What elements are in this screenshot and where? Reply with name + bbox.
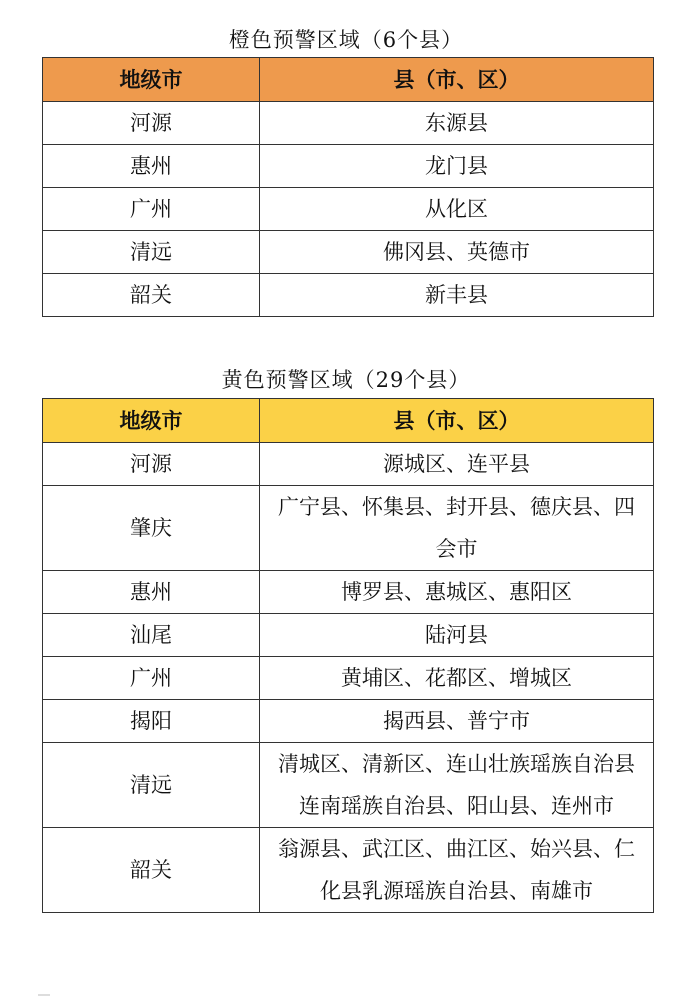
counties-cell: 广宁县、怀集县、封开县、德庆县、四会市 (260, 486, 654, 571)
table-header-row (43, 58, 654, 102)
table-row (43, 188, 654, 231)
table-header-row (43, 399, 654, 443)
orange-section-title: 橙色预警区域（6个县） (228, 28, 464, 52)
city-cell: 惠州 (43, 145, 260, 188)
counties-cell: 黄埔区、花都区、增城区 (260, 657, 654, 700)
header-counties: 县（市、区） (260, 399, 654, 443)
table-row (43, 657, 654, 700)
yellow-section-title: 黄色预警区域（29个县） (221, 368, 471, 392)
counties-cell: 佛冈县、英德市 (260, 231, 654, 274)
city-cell: 广州 (43, 188, 260, 231)
table-row (43, 231, 654, 274)
counties-cell: 源城区、连平县 (260, 443, 654, 486)
city-cell: 肇庆 (43, 486, 260, 571)
city-cell: 清远 (43, 743, 260, 828)
table-row (43, 274, 654, 317)
counties-cell: 揭西县、普宁市 (260, 700, 654, 743)
table-row (43, 828, 654, 913)
counties-cell: 陆河县 (260, 614, 654, 657)
counties-cell: 从化区 (260, 188, 654, 231)
city-cell: 惠州 (43, 571, 260, 614)
table-row (43, 443, 654, 486)
city-cell: 韶关 (43, 274, 260, 317)
city-cell: 广州 (43, 657, 260, 700)
city-cell: 揭阳 (43, 700, 260, 743)
counties-cell: 新丰县 (260, 274, 654, 317)
header-city: 地级市 (43, 399, 260, 443)
table-row (43, 102, 654, 145)
table-row (43, 145, 654, 188)
table-row (43, 486, 654, 571)
counties-cell: 翁源县、武江区、曲江区、始兴县、仁化县乳源瑶族自治县、南雄市 (260, 828, 654, 913)
table-row (43, 571, 654, 614)
counties-cell: 博罗县、惠城区、惠阳区 (260, 571, 654, 614)
city-cell: 河源 (43, 443, 260, 486)
counties-cell: 东源县 (260, 102, 654, 145)
header-city: 地级市 (43, 58, 260, 102)
table-row (43, 614, 654, 657)
counties-cell: 清城区、清新区、连山壮族瑶族自治县连南瑶族自治县、阳山县、连州市 (260, 743, 654, 828)
orange-alert-table (42, 57, 654, 317)
yellow-alert-table (42, 398, 654, 913)
page-edge-mark (38, 994, 50, 996)
table-row (43, 700, 654, 743)
city-cell: 河源 (43, 102, 260, 145)
city-cell: 汕尾 (43, 614, 260, 657)
table-row (43, 743, 654, 828)
city-cell: 韶关 (43, 828, 260, 913)
city-cell: 清远 (43, 231, 260, 274)
counties-cell: 龙门县 (260, 145, 654, 188)
header-counties: 县（市、区） (260, 58, 654, 102)
